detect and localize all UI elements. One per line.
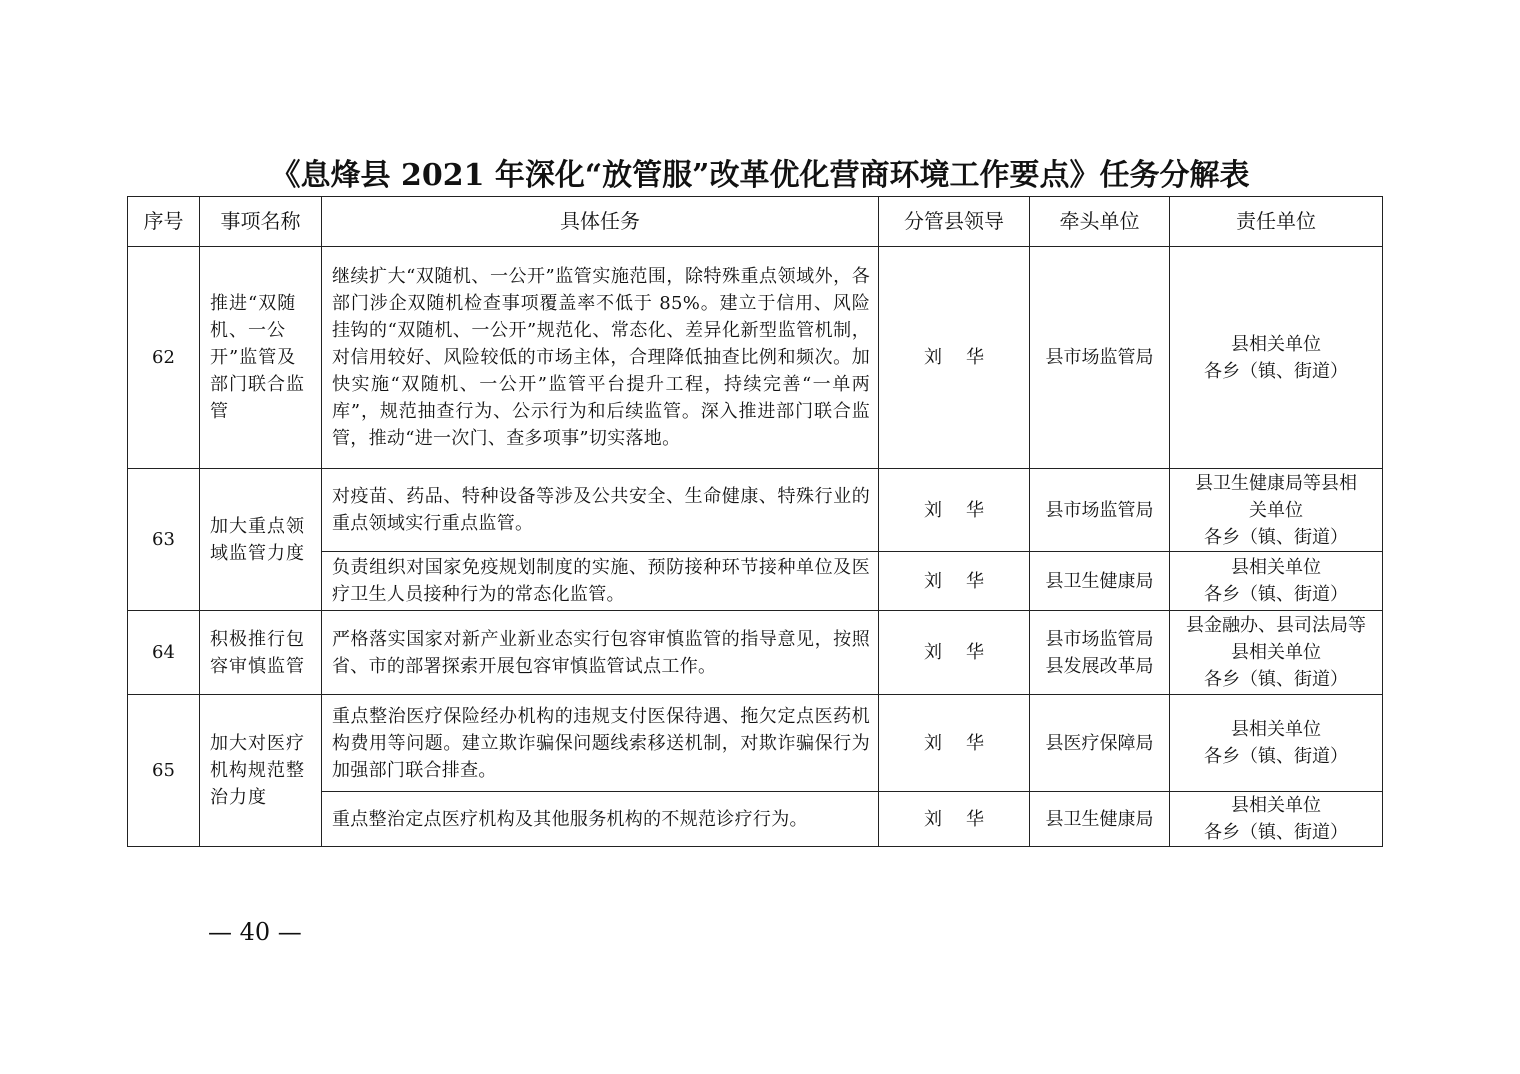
resp-unit-line: 县金融办、县司法局等 (1186, 615, 1366, 636)
row-num: 65 (128, 695, 200, 847)
row-leader (879, 247, 1030, 469)
row-item-name: 加大对医疗机构规范整治力度 (200, 695, 322, 847)
leader-surname: 刘 (924, 347, 942, 368)
resp-unit-line: 各乡（镇、街道） (1204, 584, 1348, 605)
row-task: 严格落实国家对新产业新业态实行包容审慎监管的指导意见，按照省、市的部署探索开展包容审慎监管试点工作。 (322, 611, 879, 695)
leader-surname: 刘 (924, 570, 942, 592)
table-row (128, 247, 1383, 469)
row-resp-unit (1170, 247, 1383, 469)
row-resp-unit (1170, 469, 1383, 552)
resp-unit-line: 县相关单位 (1231, 557, 1321, 578)
row-resp-unit (1170, 792, 1383, 847)
row-lead-unit (1030, 247, 1170, 469)
leader-surname: 刘 (924, 642, 942, 663)
table-row (128, 469, 1383, 552)
row-leader (879, 695, 1030, 792)
row-task: 重点整治定点医疗机构及其他服务机构的不规范诊疗行为。 (322, 792, 879, 847)
leader-given-name: 华 (966, 570, 984, 592)
resp-unit-line: 各乡（镇、街道） (1204, 526, 1348, 548)
row-lead-unit (1030, 552, 1170, 611)
lead-unit-line: 县市场监管局 (1045, 628, 1154, 650)
header-lead-unit: 牵头单位 (1030, 197, 1170, 247)
row-item-name: 加大重点领域监管力度 (200, 469, 322, 611)
page-number: — 40 — (208, 918, 302, 946)
lead-unit-line: 县市场监管局 (1045, 347, 1154, 368)
header-resp-unit: 责任单位 (1170, 197, 1383, 247)
leader-given-name: 华 (966, 499, 984, 521)
header-leader: 分管县领导 (879, 197, 1030, 247)
leader-surname: 刘 (924, 808, 942, 830)
row-leader (879, 552, 1030, 611)
header-task: 具体任务 (322, 197, 879, 247)
leader-surname: 刘 (924, 732, 942, 754)
header-name: 事项名称 (200, 197, 322, 247)
row-task: 继续扩大“双随机、一公开”监管实施范围，除特殊重点领域外，各部门涉企双随机检查事项覆盖率不低于 85%。建立于信用、风险挂钩的“双随机、一公开”规范化、常态化、差异化新型监管机制，对信用较好、风险较低的市场主体，合理降低抽查比例和频次。加快实施“双随机、一公开”监管平台提升工程，持续完善“一单两库”，规范抽查行为、公示行为和后续监管。深入推进部门联合监管，推动“进一次门、查多项事”切实落地。 (322, 247, 879, 469)
row-resp-unit (1170, 695, 1383, 792)
resp-unit-line: 县相关单位 (1231, 795, 1321, 816)
document-title: 《息烽县 2021 年深化“放管服”改革优化营商环境工作要点》任务分解表 (270, 158, 1250, 193)
resp-unit-line: 县相关单位 (1231, 719, 1321, 740)
row-leader (879, 469, 1030, 552)
row-task: 重点整治医疗保险经办机构的违规支付医保待遇、拖欠定点医药机构费用等问题。建立欺诈骗保问题线索移送机制，对欺诈骗保行为加强部门联合排查。 (322, 695, 879, 792)
row-lead-unit (1030, 611, 1170, 695)
leader-surname: 刘 (924, 499, 942, 521)
row-task: 负责组织对国家免疫规划制度的实施、预防接种环节接种单位及医疗卫生人员接种行为的常态化监管。 (322, 552, 879, 611)
row-leader (879, 792, 1030, 847)
resp-unit-line: 各乡（镇、街道） (1204, 360, 1348, 382)
row-lead-unit (1030, 695, 1170, 792)
leader-given-name: 华 (966, 808, 984, 830)
row-lead-unit (1030, 792, 1170, 847)
row-task: 对疫苗、药品、特种设备等涉及公共安全、生命健康、特殊行业的重点领域实行重点监管。 (322, 469, 879, 552)
header-num: 序号 (128, 197, 200, 247)
row-lead-unit (1030, 469, 1170, 552)
resp-unit-line: 县相关单位 (1231, 642, 1321, 663)
resp-unit-line: 各乡（镇、街道） (1204, 746, 1348, 767)
row-num: 62 (128, 247, 200, 469)
leader-given-name: 华 (966, 732, 984, 754)
resp-unit-line: 各乡（镇、街道） (1204, 822, 1348, 843)
leader-given-name: 华 (966, 347, 984, 368)
table-header-row (128, 197, 1383, 247)
row-item-name: 积极推行包容审慎监管 (200, 611, 322, 695)
resp-unit-line: 各乡（镇、街道） (1204, 669, 1348, 690)
task-breakdown-table (127, 196, 1383, 847)
resp-unit-line: 县卫生健康局等县相 (1195, 472, 1357, 494)
resp-unit-line: 关单位 (1249, 499, 1303, 521)
table-row (128, 611, 1383, 695)
lead-unit-line: 县发展改革局 (1045, 655, 1154, 677)
lead-unit-line: 县医疗保障局 (1045, 732, 1154, 754)
row-resp-unit (1170, 552, 1383, 611)
lead-unit-line: 县卫生健康局 (1045, 808, 1154, 830)
row-item-name: 推进“双随机、一公开”监管及部门联合监管 (200, 247, 322, 469)
row-leader (879, 611, 1030, 695)
lead-unit-line: 县卫生健康局 (1045, 570, 1154, 592)
lead-unit-line: 县市场监管局 (1045, 499, 1154, 521)
resp-unit-line: 县相关单位 (1231, 333, 1321, 355)
row-num: 63 (128, 469, 200, 611)
leader-given-name: 华 (966, 642, 984, 663)
row-num: 64 (128, 611, 200, 695)
row-resp-unit (1170, 611, 1383, 695)
table-row (128, 695, 1383, 792)
